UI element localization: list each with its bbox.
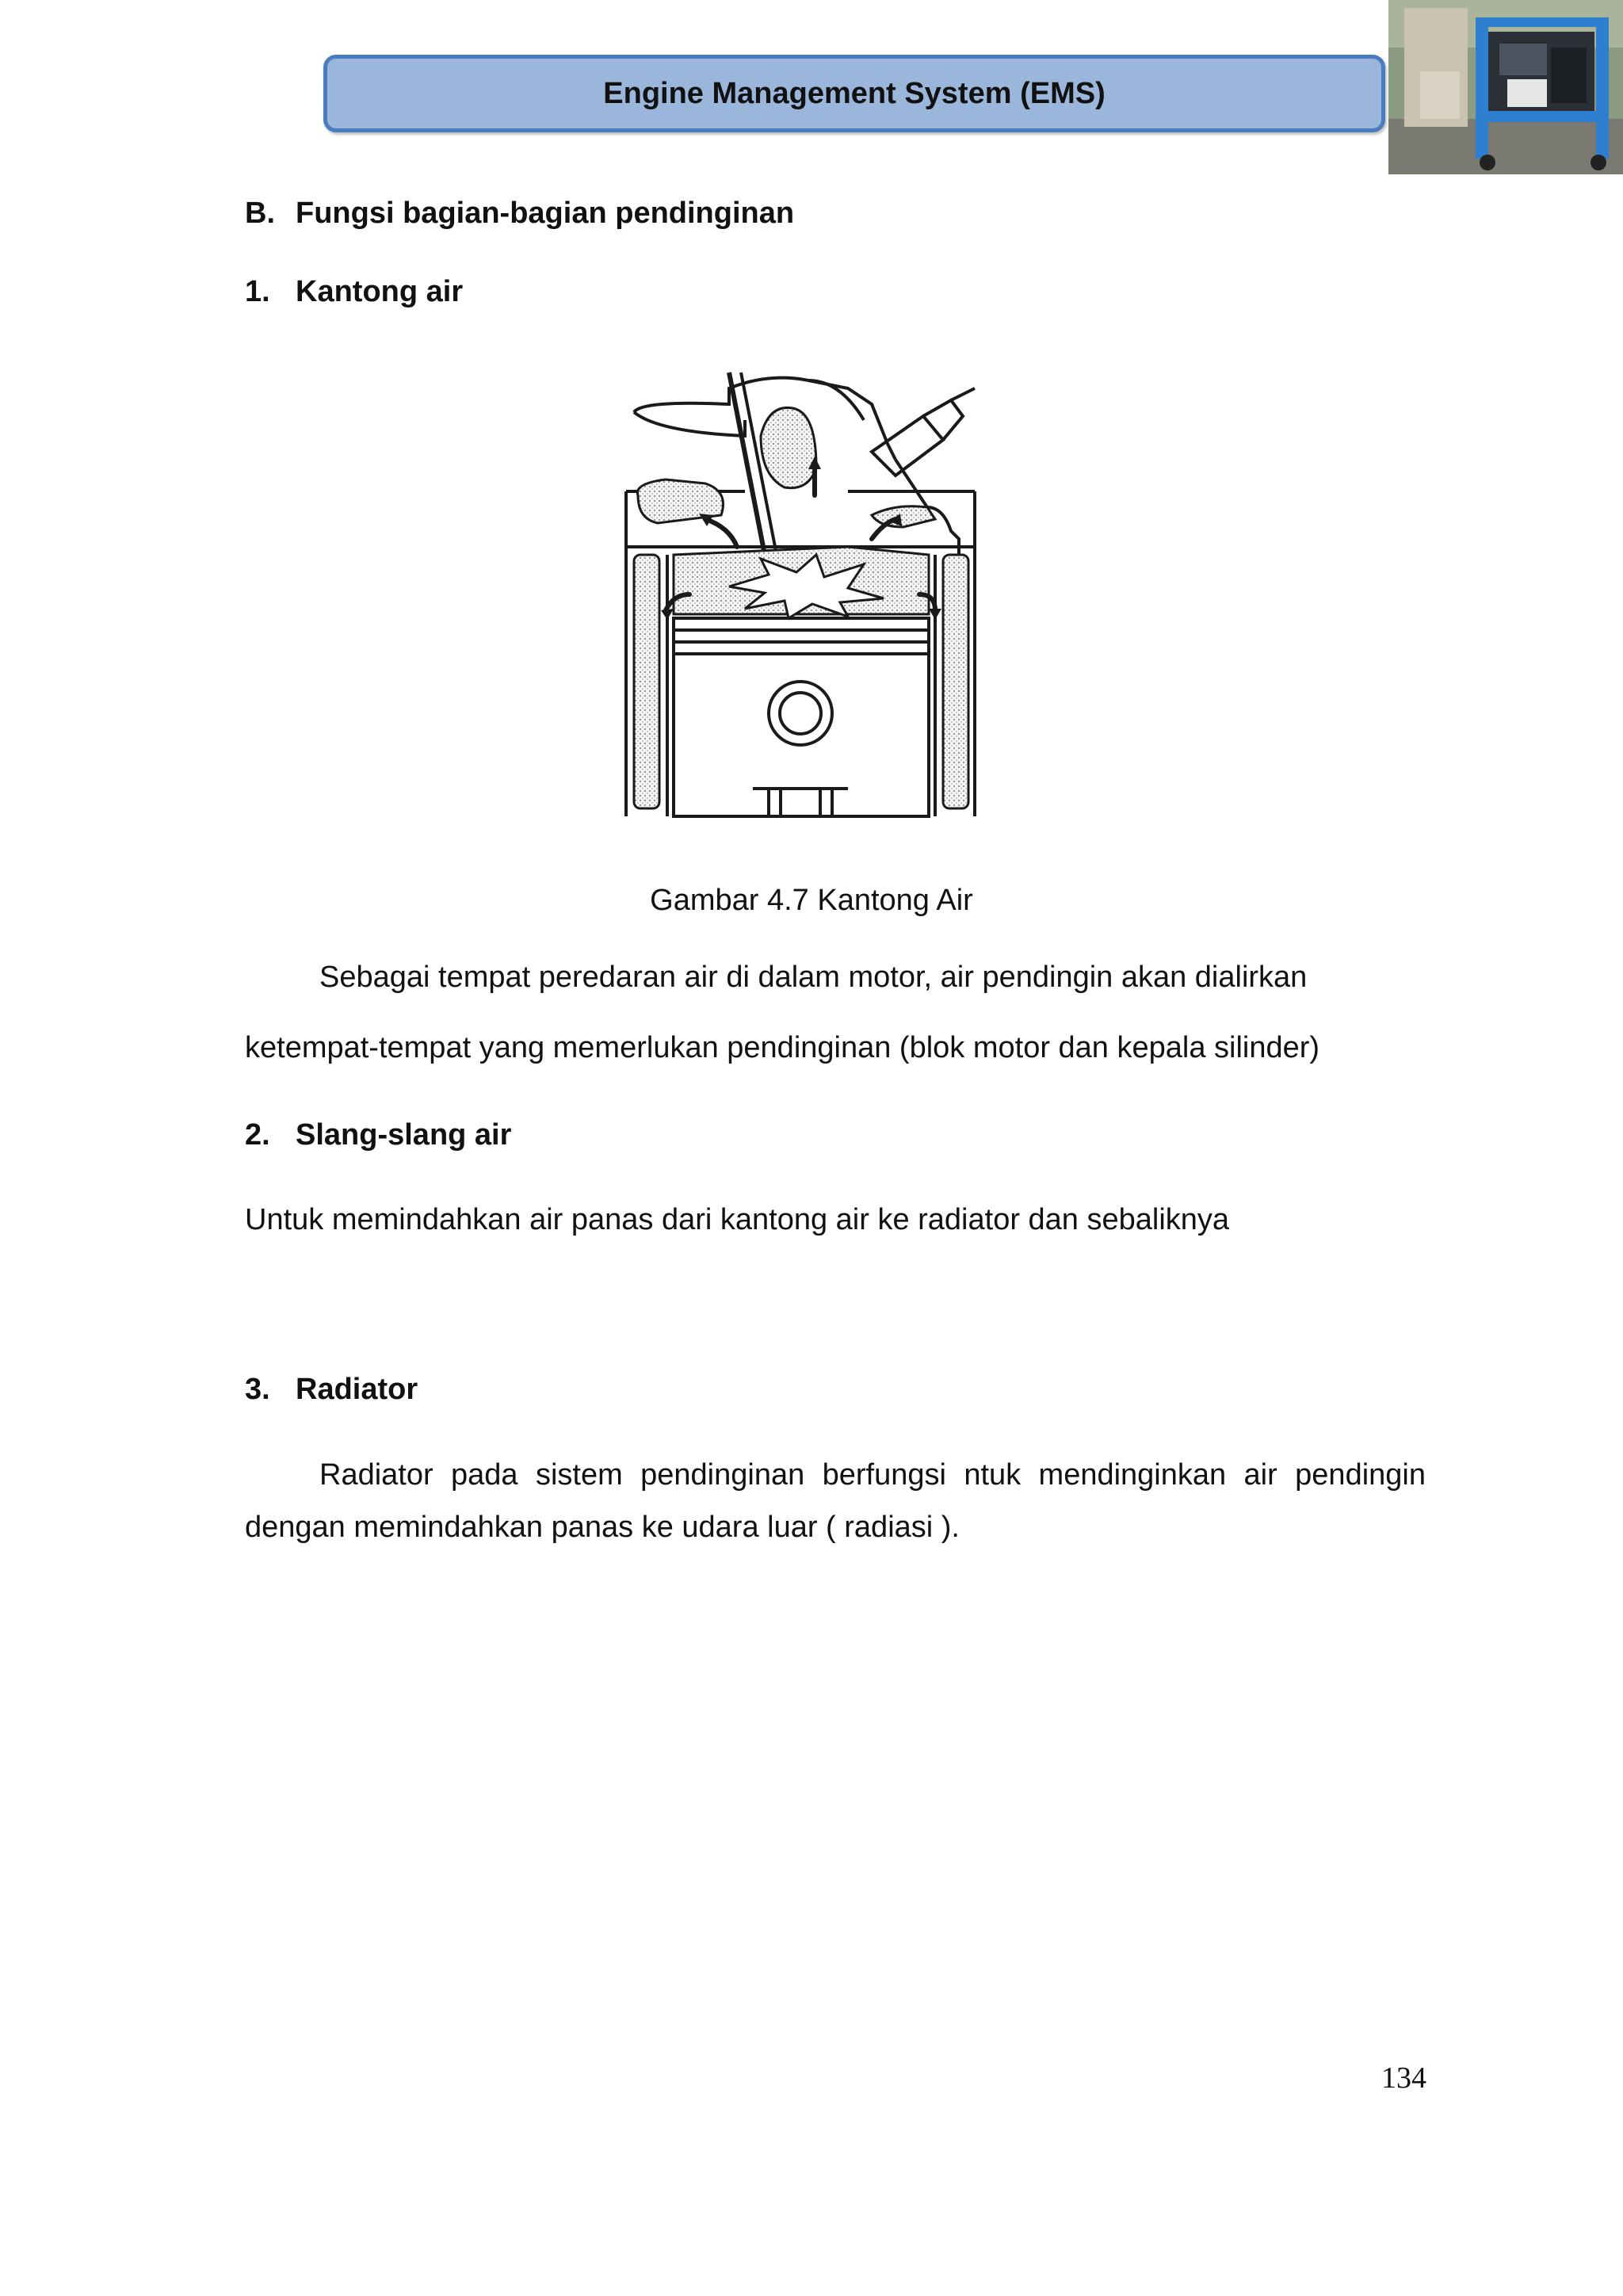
page-number: 134 [1381, 2061, 1426, 2095]
header-band [323, 55, 1385, 132]
item-heading-radiator [245, 1373, 418, 1407]
radiator-paragraph: Radiator pada sistem pendinginan berfungsi ntuk mendinginkan air pendingin dengan memindahkan panas ke udara luar ( radiasi ). [245, 1458, 1426, 1544]
slang-air-paragraph: Untuk memindahkan air panas dari kantong air ke radiator dan sebaliknya [245, 1203, 1230, 1236]
section-title: Fungsi bagian-bagian pendinginan [296, 197, 795, 230]
water-jacket-diagram [610, 357, 1022, 832]
section-heading [245, 197, 794, 231]
section-letter: B. [245, 197, 275, 230]
item-number: 2. [245, 1118, 270, 1152]
header-title: Engine Management System (EMS) [603, 76, 1106, 110]
item-number: 1. [245, 275, 270, 308]
kantong-air-paragraph-line-2: ketempat-tempat yang memerlukan pendinginan (blok motor dan kepala silinder) [245, 1031, 1320, 1064]
item-number: 3. [245, 1373, 270, 1406]
item-title: Kantong air [296, 275, 464, 308]
kantong-air-paragraph-line-1: Sebagai tempat peredaran air di dalam motor, air pendingin akan dialirkan [319, 961, 1308, 994]
item-title: Radiator [296, 1373, 418, 1406]
item-heading-slang-slang-air [245, 1118, 511, 1152]
engine-trainer-photo [1388, 0, 1623, 174]
figure-caption: Gambar 4.7 Kantong Air [650, 884, 973, 917]
item-title: Slang-slang air [296, 1118, 512, 1152]
item-heading-kantong-air [245, 275, 463, 309]
